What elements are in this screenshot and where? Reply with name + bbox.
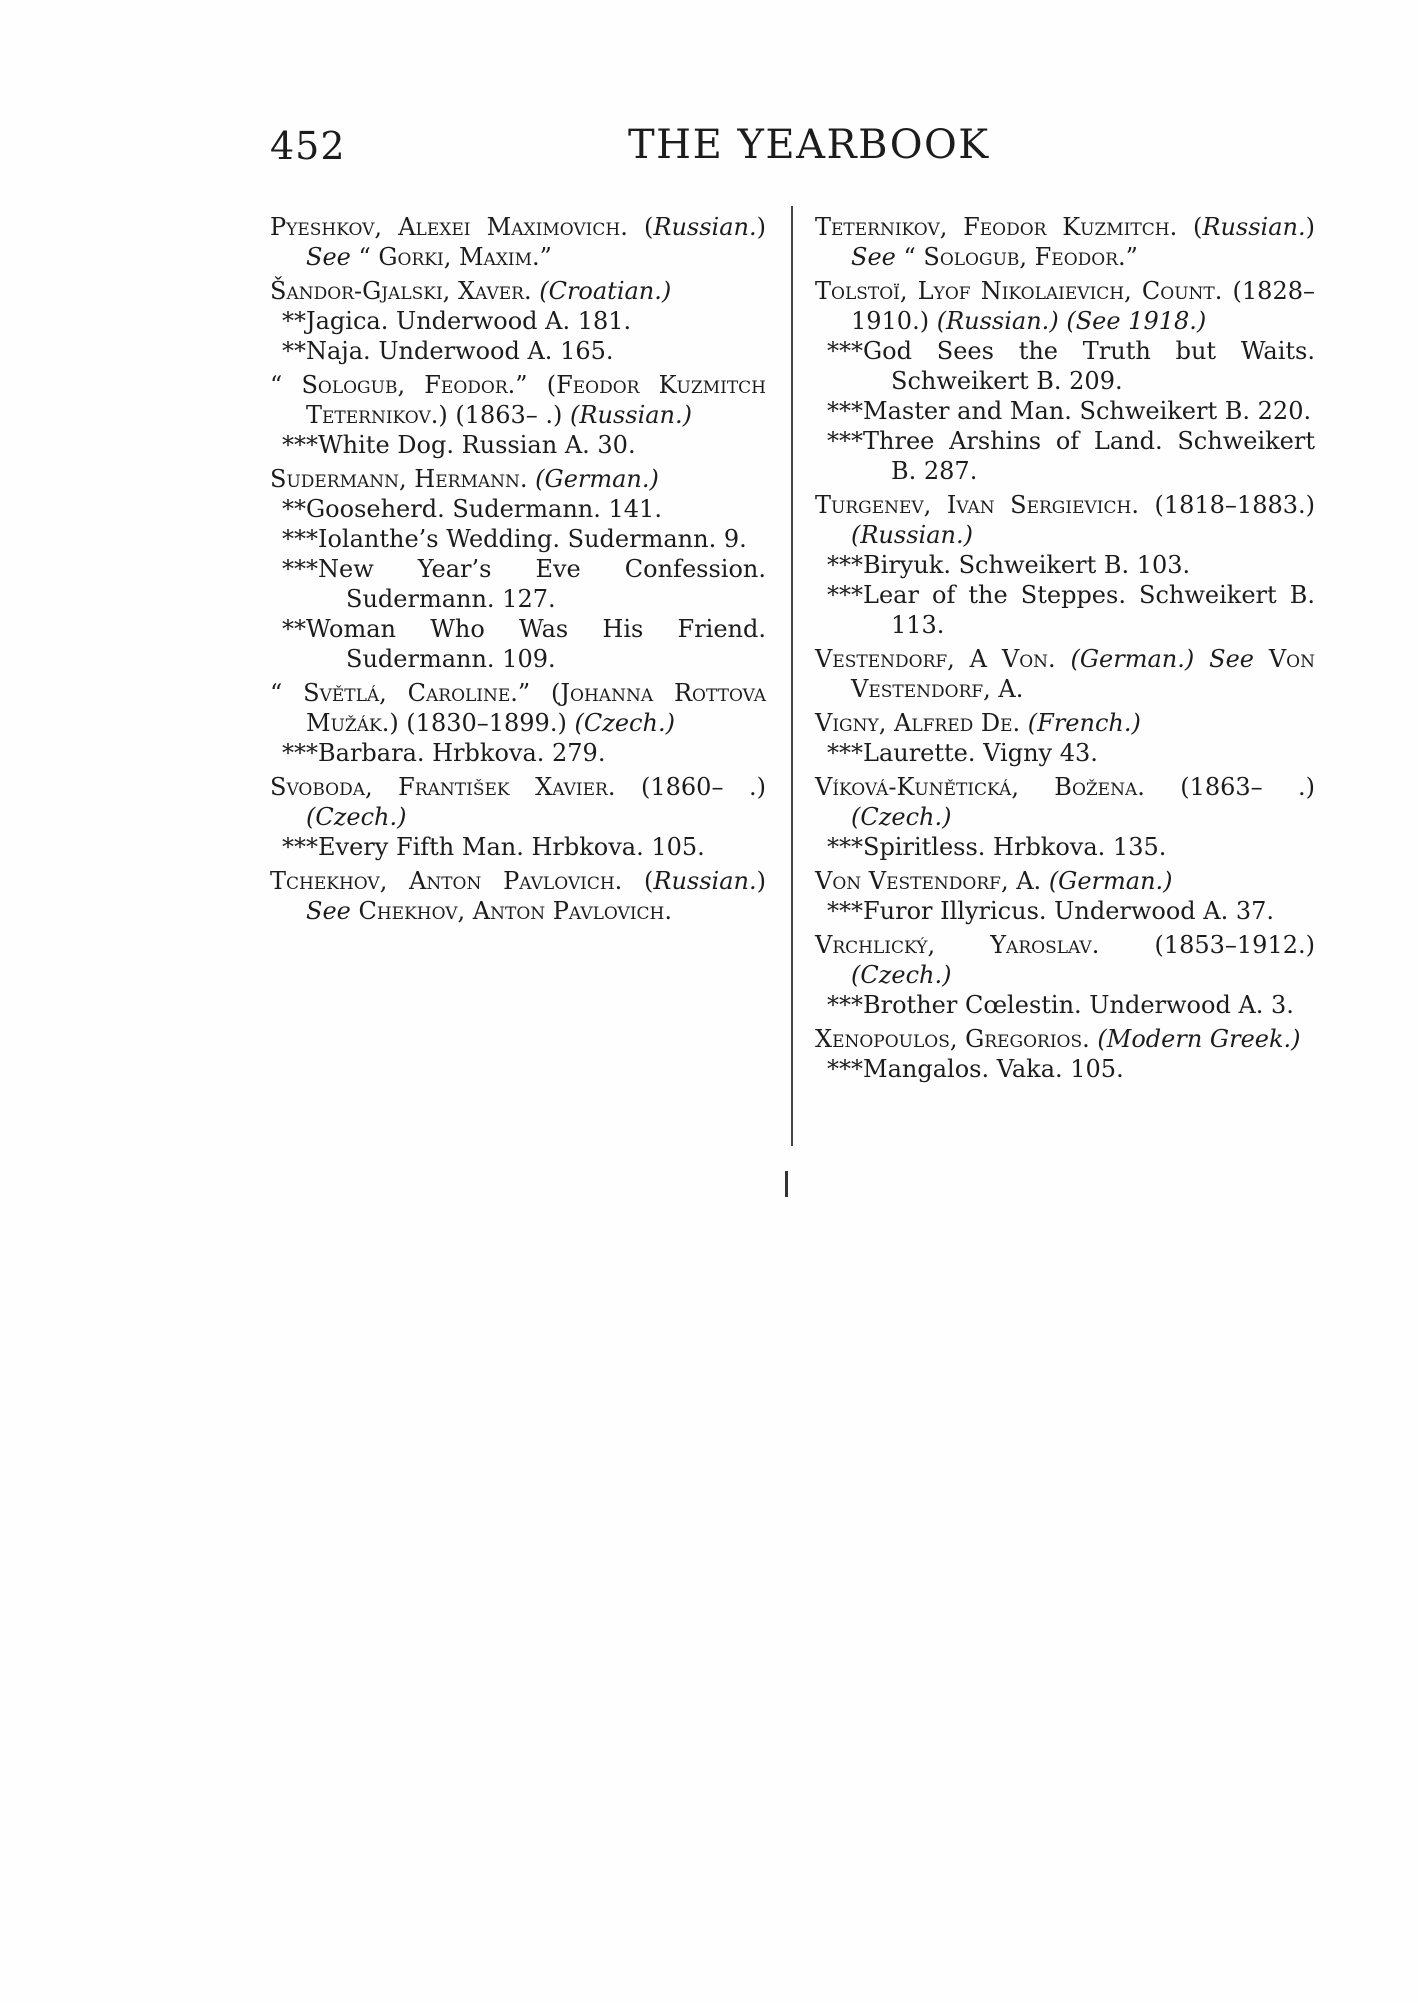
language-label: (German.)	[535, 465, 659, 493]
author-entry	[270, 370, 766, 430]
language-label: (French.)	[1027, 709, 1141, 737]
author-entry: Teternikov, Feodor Kuzmitch. (Russian.) See “ Sologub, Feodor.”	[815, 213, 1315, 271]
author-entry	[815, 930, 1315, 990]
author-heading: Víková-Kunětická, Božena. (1863– .)	[815, 773, 1315, 801]
author-heading: Teternikov, Feodor Kuzmitch.	[815, 213, 1178, 241]
story-entry: ***Lear of the Steppes. Schweikert B. 113.	[827, 581, 1315, 639]
story-entry: ***Brother Cœlestin. Underwood A. 3.	[827, 991, 1294, 1019]
see-label: See	[306, 897, 351, 925]
language-label: (Czech.)	[306, 803, 407, 831]
language-label: (Russian.)	[570, 401, 693, 429]
author-heading: Vigny, Alfred De.	[815, 709, 1021, 737]
story-entry: **Woman Who Was His Friend. Sudermann. 109.	[282, 615, 766, 673]
author-entry	[270, 464, 766, 494]
story-entry: ***Laurette. Vigny 43.	[827, 739, 1098, 767]
author-entry	[815, 866, 1315, 896]
right-column	[815, 208, 1315, 1084]
author-heading: Šandor-Gjalski, Xaver.	[270, 277, 532, 305]
language-label: (Czech.)	[574, 709, 675, 737]
story-entry: ***Master and Man. Schweikert B. 220.	[827, 397, 1312, 425]
story-entry: **Naja. Underwood A. 165.	[282, 337, 614, 365]
author-heading: Xenopoulos, Gregorios.	[815, 1025, 1090, 1053]
language-label: (Croatian.)	[539, 277, 672, 305]
author-heading: Pyeshkov, Alexei Maximovich.	[270, 213, 628, 241]
author-entry	[270, 772, 766, 832]
author-entry: Tchekhov, Anton Pavlovich. (Russian.) See Chekhov, Anton Pavlovich.	[270, 867, 766, 925]
author-entry	[270, 678, 766, 738]
cross-reference: “ Gorki, Maxim.”	[350, 243, 552, 271]
author-entry	[270, 276, 766, 306]
story-entry: ***Every Fifth Man. Hrbkova. 105.	[282, 833, 705, 861]
story-entry: **Jagica. Underwood A. 181.	[282, 307, 632, 335]
author-entry	[815, 644, 1315, 704]
story-entry: ***God Sees the Truth but Waits. Schweikert B. 209.	[827, 337, 1315, 395]
author-entry	[815, 276, 1315, 336]
language-label: (Czech.)	[851, 803, 952, 831]
column-divider	[791, 206, 793, 1146]
author-entry	[815, 490, 1315, 550]
author-heading: Vrchlický, Yaroslav. (1853–1912.)	[815, 931, 1315, 959]
story-entry: ***White Dog. Russian A. 30.	[282, 431, 636, 459]
author-heading: “ Světlá, Caroline.” (Johanna Rottova Mužák.) (1830–1899.)	[270, 679, 766, 737]
language-label: (Modern Greek.)	[1097, 1025, 1301, 1053]
page-title: THE YEARBOOK	[628, 122, 990, 168]
story-entry: ***Biryuk. Schweikert B. 103.	[827, 551, 1191, 579]
cross-reference: Chekhov, Anton Pavlovich.	[350, 897, 673, 925]
language-label: (German.)	[1070, 645, 1195, 673]
year-note: (See 1918.)	[1066, 307, 1207, 335]
story-entry: ***Three Arshins of Land. Schweikert B. 287.	[827, 427, 1315, 485]
author-heading: Sudermann, Hermann.	[270, 465, 528, 493]
language-label: (German.)	[1048, 867, 1173, 895]
author-entry: Pyeshkov, Alexei Maximovich. (Russian.) See “ Gorki, Maxim.”	[270, 213, 766, 271]
story-entry: **Gooseherd. Sudermann. 141.	[282, 495, 662, 523]
story-entry: ***Mangalos. Vaka. 105.	[827, 1055, 1124, 1083]
language-label: (Russian.)	[851, 521, 973, 549]
story-entry: ***Barbara. Hrbkova. 279.	[282, 739, 606, 767]
cross-reference: “ Sologub, Feodor.”	[895, 243, 1138, 271]
left-column	[270, 208, 766, 926]
story-entry: ***Furor Illyricus. Underwood A. 37.	[827, 897, 1275, 925]
see-label: See	[851, 243, 896, 271]
story-entry: ***Spiritless. Hrbkova. 135.	[827, 833, 1167, 861]
see-label: See	[1209, 645, 1254, 673]
author-heading: Turgenev, Ivan Sergievich. (1818–1883.)	[815, 491, 1315, 519]
author-heading: Tolstoï, Lyof Nikolaievich, Count. (1828–1910.)	[815, 277, 1315, 335]
language-label: (Russian.)	[936, 307, 1059, 335]
author-heading: Von Vestendorf, A.	[815, 867, 1042, 895]
language-label: (Czech.)	[851, 961, 952, 989]
author-heading: Vestendorf, A Von.	[815, 645, 1056, 673]
column-divider-mark	[785, 1171, 788, 1197]
see-label: See	[306, 243, 351, 271]
story-entry: ***New Year’s Eve Confession. Sudermann. 127.	[282, 555, 766, 613]
author-heading: Tchekhov, Anton Pavlovich.	[270, 867, 623, 895]
author-heading: Svoboda, František Xavier. (1860– .)	[270, 773, 766, 801]
cross-reference: Von Vestendorf, A.	[851, 645, 1315, 703]
story-entry: ***Iolanthe’s Wedding. Sudermann. 9.	[282, 525, 747, 553]
page-number: 452	[270, 124, 346, 168]
author-entry	[815, 1024, 1315, 1054]
author-entry	[815, 772, 1315, 832]
author-entry	[815, 708, 1315, 738]
author-heading: “ Sologub, Feodor.” (Feodor Kuzmitch Teternikov.) (1863– .)	[270, 371, 766, 429]
